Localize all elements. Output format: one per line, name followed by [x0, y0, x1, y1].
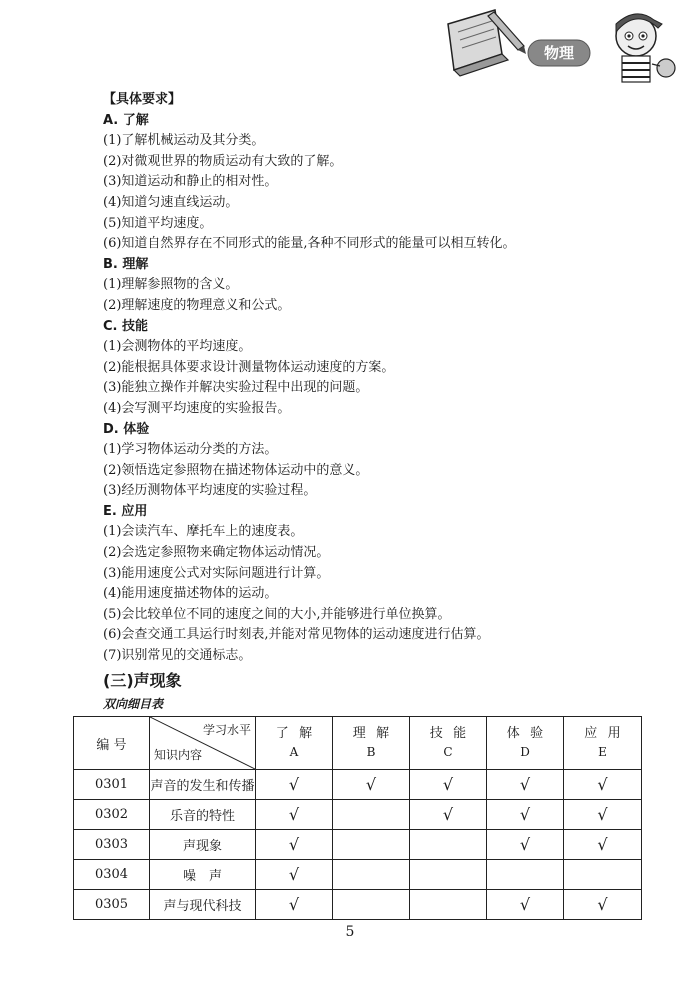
list-item: (4)知道匀速直线运动。: [103, 194, 239, 210]
header-illustration: [440, 2, 690, 92]
list-item: (1)理解参照物的含义。: [103, 277, 239, 293]
row-id: 0303: [74, 830, 150, 860]
checkmark-cell: √: [564, 800, 642, 830]
group-label: D. 体验: [103, 421, 150, 437]
list-item: (3)经历测物体平均速度的实验过程。: [103, 483, 317, 499]
level-name: 技能: [429, 726, 477, 741]
level-header: [487, 717, 564, 770]
row-content: 声与现代科技: [150, 890, 256, 920]
checkmark-cell: [410, 860, 487, 890]
list-item: (6)知道自然界存在不同形式的能量,各种不同形式的能量可以相互转化。: [103, 236, 516, 252]
checkmark-cell: [333, 800, 410, 830]
level-code: D: [520, 745, 530, 759]
checkmark-cell: √: [564, 830, 642, 860]
specification-table: [73, 716, 642, 920]
row-content: 声音的发生和传播: [150, 770, 256, 800]
diagonal-header-cell: [150, 717, 256, 770]
subject-label: 物理: [543, 44, 575, 62]
level-header: [256, 717, 333, 770]
list-item: (5)知道平均速度。: [103, 215, 213, 231]
list-item: (4)会写测平均速度的实验报告。: [103, 400, 291, 416]
row-content: 噪 声: [150, 860, 256, 890]
list-item: (5)会比较单位不同的速度之间的大小,并能够进行单位换算。: [103, 606, 451, 622]
level-header: [410, 717, 487, 770]
list-item: (7)识别常见的交通标志。: [103, 648, 252, 664]
level-name: 了解: [275, 726, 323, 741]
row-content: 乐音的特性: [150, 800, 256, 830]
id-header: 编 号: [74, 717, 150, 770]
list-item: (2)领悟选定参照物在描述物体运动中的意义。: [103, 462, 369, 478]
level-code: A: [289, 745, 299, 759]
table-row: [74, 890, 642, 920]
learning-level-label: 学习水平: [202, 723, 251, 737]
checkmark-cell: √: [256, 830, 333, 860]
table-row: [74, 800, 642, 830]
checkmark-cell: √: [333, 770, 410, 800]
checkmark-cell: √: [256, 890, 333, 920]
checkmark-cell: √: [410, 800, 487, 830]
group-label: A. 了解: [103, 112, 149, 128]
checkmark-cell: [410, 890, 487, 920]
list-item: (3)能用速度公式对实际问题进行计算。: [103, 565, 330, 581]
knowledge-content-label: 知识内容: [154, 748, 203, 762]
group-label: C. 技能: [103, 318, 149, 334]
checkmark-cell: √: [564, 770, 642, 800]
checkmark-cell: [333, 860, 410, 890]
list-item: (1)会读汽车、摩托车上的速度表。: [103, 524, 304, 540]
requirements-section: [103, 90, 663, 714]
row-id: 0305: [74, 890, 150, 920]
checkmark-cell: √: [256, 800, 333, 830]
checkmark-cell: √: [487, 830, 564, 860]
row-id: 0304: [74, 860, 150, 890]
level-header: [333, 717, 410, 770]
list-item: (3)知道运动和静止的相对性。: [103, 174, 278, 190]
page-number: 5: [345, 924, 355, 940]
list-item: (2)理解速度的物理意义和公式。: [103, 297, 291, 313]
requirements-title: 【具体要求】: [103, 92, 182, 107]
checkmark-cell: [564, 860, 642, 890]
table-row: [74, 830, 642, 860]
cartoon-kid-icon: [616, 14, 675, 82]
table-row: [74, 860, 642, 890]
checkmark-cell: √: [564, 890, 642, 920]
section-subtitle: 双向细目表: [103, 696, 164, 711]
checkmark-cell: [487, 860, 564, 890]
checkmark-cell: √: [256, 770, 333, 800]
level-code: C: [443, 745, 453, 759]
section-title: (三)声现象: [103, 670, 182, 690]
checkmark-cell: √: [487, 770, 564, 800]
checkmark-cell: [333, 890, 410, 920]
table-row: [74, 770, 642, 800]
group-label: E. 应用: [103, 503, 148, 519]
level-name: 应用: [584, 726, 632, 741]
table-header-row: [74, 717, 642, 770]
list-item: (1)学习物体运动分类的方法。: [103, 442, 278, 458]
level-code: B: [366, 745, 376, 759]
checkmark-cell: [333, 830, 410, 860]
level-code: E: [598, 745, 607, 759]
level-name: 理解: [352, 726, 400, 741]
level-header: [564, 717, 642, 770]
list-item: (1)了解机械运动及其分类。: [103, 133, 265, 149]
row-content: 声现象: [150, 830, 256, 860]
list-item: (6)会查交通工具运行时刻表,并能对常见物体的运动速度进行估算。: [103, 627, 490, 643]
list-item: (2)会选定参照物来确定物体运动情况。: [103, 545, 330, 561]
list-item: (1)会测物体的平均速度。: [103, 339, 252, 355]
checkmark-cell: √: [487, 890, 564, 920]
checkmark-cell: √: [256, 860, 333, 890]
list-item: (3)能独立操作并解决实验过程中出现的问题。: [103, 380, 369, 396]
row-id: 0301: [74, 770, 150, 800]
group-label: B. 理解: [103, 256, 149, 272]
level-name: 体验: [506, 726, 554, 741]
list-item: (2)对微观世界的物质运动有大致的了解。: [103, 153, 343, 169]
list-item: (4)能用速度描述物体的运动。: [103, 586, 278, 602]
checkmark-cell: [410, 830, 487, 860]
list-item: (2)能根据具体要求设计测量物体运动速度的方案。: [103, 359, 395, 375]
checkmark-cell: √: [487, 800, 564, 830]
row-id: 0302: [74, 800, 150, 830]
checkmark-cell: √: [410, 770, 487, 800]
